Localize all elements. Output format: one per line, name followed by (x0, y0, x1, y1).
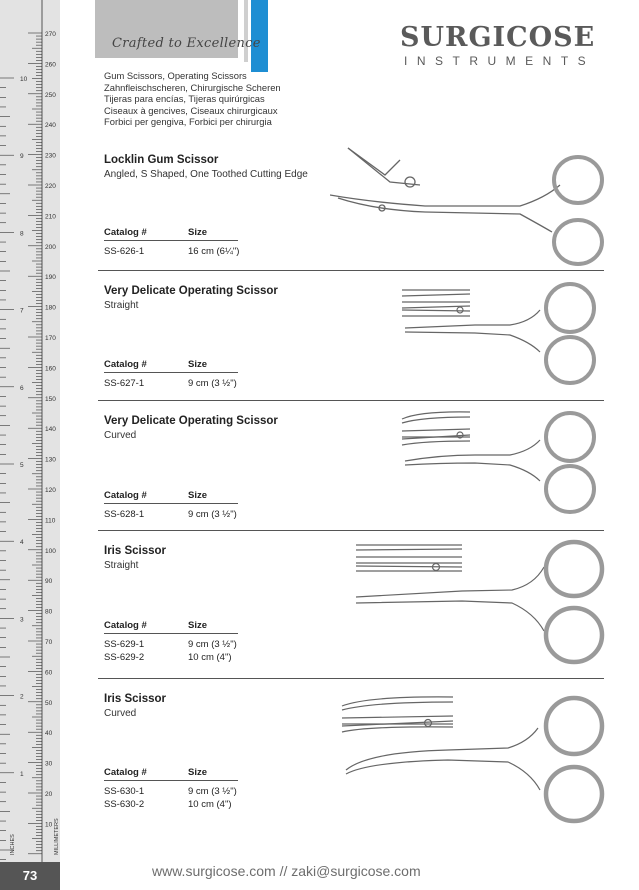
mm-label: 220 (45, 183, 56, 190)
inch-label: 10 (20, 76, 28, 83)
mm-label: 260 (45, 61, 56, 69)
table-row: SS-627-1 9 cm (3 ½") (104, 378, 237, 389)
mm-label: 30 (45, 760, 53, 768)
brand-logo: SURGICOSE (400, 22, 596, 53)
inch-label: 6 (20, 384, 24, 392)
product-title: Very Delicate Operating Scissor (104, 415, 278, 427)
catalog-table: Catalog # Size SS-628-1 9 cm (3 ½") (104, 490, 237, 520)
tagline: Crafted to Excellence (112, 36, 261, 51)
delicate-curved-scissor-image (400, 405, 610, 515)
inch-label: 1 (20, 770, 24, 778)
table-row: SS-626-1 16 cm (6¼") (104, 246, 240, 257)
product-title: Iris Scissor (104, 693, 167, 705)
mm-label: 40 (45, 730, 53, 738)
table-row: SS-628-1 9 cm (3 ½") (104, 509, 237, 520)
mm-label: 180 (45, 304, 56, 312)
locklin-scissor-image (330, 140, 610, 270)
catalog-table: Catalog # Size SS-629-1 9 cm (3 ½") SS-629-2 10 cm (4") (104, 620, 237, 663)
product-subtitle: Curved (104, 708, 137, 719)
category-name-de: Zahnfleischscheren, Chirurgische Scheren (104, 81, 281, 93)
ruler (0, 0, 60, 890)
product-title: Very Delicate Operating Scissor (104, 285, 278, 297)
inch-label: 2 (20, 693, 24, 701)
category-name-en: Gum Scissors, Operating Scissors (104, 70, 247, 81)
mm-label: 270 (45, 31, 56, 38)
section-divider (98, 270, 604, 271)
mm-label: 240 (45, 122, 56, 130)
product-subtitle: Curved (104, 430, 137, 441)
table-row: SS-630-1 9 cm (3 ½") (104, 786, 237, 797)
inch-label: 8 (20, 230, 24, 238)
header-divider (244, 0, 248, 62)
catalog-table: Catalog # Size SS-627-1 9 cm (3 ½") (104, 359, 237, 389)
catalog-table: Catalog # Size SS-630-1 9 cm (3 ½") SS-630-2 10 cm (4") (104, 767, 237, 810)
category-name-es: Tijeras para encías, Tijeras quirúrgicas (104, 93, 265, 105)
mm-label: 130 (45, 456, 56, 464)
delicate-straight-scissor-image (400, 280, 610, 390)
mm-label: 250 (45, 91, 56, 99)
mm-label: 50 (45, 699, 53, 707)
mm-label: 170 (45, 335, 56, 342)
product-title: Iris Scissor (104, 545, 167, 557)
product-subtitle: Straight (104, 300, 139, 311)
ruler-graphic (0, 0, 60, 890)
page-number: 73 (0, 862, 60, 890)
mm-label: 20 (45, 791, 53, 798)
section-divider (98, 400, 604, 401)
inches-label: INCHES (10, 834, 16, 855)
catalog-header: Catalog # (104, 227, 147, 238)
mm-label: 90 (45, 578, 53, 586)
millimeters-label: MILLIMETERS (54, 818, 60, 855)
inch-label: 4 (20, 539, 24, 547)
inch-label: 3 (20, 616, 24, 624)
section-divider (98, 530, 604, 531)
iris-curved-scissor-image (338, 690, 608, 825)
table-row: SS-629-1 9 cm (3 ½") (104, 639, 237, 650)
size-header: Size (188, 227, 208, 238)
product-subtitle: Angled, S Shaped, One Toothed Cutting Edge (104, 169, 308, 180)
mm-label: 210 (45, 213, 56, 221)
section-divider (98, 678, 604, 679)
mm-label: 80 (45, 608, 53, 616)
inch-label: 7 (20, 307, 24, 315)
mm-label: 10 (45, 821, 53, 829)
mm-label: 190 (45, 274, 56, 282)
catalog-table (104, 227, 239, 258)
mm-label: 100 (45, 547, 56, 555)
mm-label: 120 (45, 487, 56, 494)
mm-label: 60 (45, 669, 53, 677)
product-subtitle: Straight (104, 560, 139, 571)
mm-label: 70 (45, 639, 53, 646)
mm-label: 140 (45, 426, 56, 434)
mm-label: 160 (45, 365, 56, 373)
inch-label: 5 (20, 462, 24, 469)
category-names (104, 70, 281, 128)
footer-contact: www.surgicose.com // zaki@surgicose.com (152, 863, 421, 879)
mm-label: 150 (45, 395, 56, 403)
table-row: SS-630-2 10 cm (4") (104, 799, 232, 810)
mm-label: 230 (45, 152, 56, 160)
mm-label: 200 (45, 243, 56, 251)
mm-label: 110 (45, 517, 56, 525)
inch-label: 9 (20, 153, 24, 161)
table-row: SS-629-2 10 cm (4") (104, 652, 232, 663)
brand-subtitle: INSTRUMENTS (404, 54, 596, 68)
category-name-fr: Ciseaux à gencives, Ciseaux chirurgicaux (104, 104, 278, 116)
category-name-it: Forbici per gengiva, Forbici per chirurgia (104, 116, 272, 128)
iris-straight-scissor-image (352, 535, 607, 670)
product-title: Locklin Gum Scissor (104, 154, 219, 166)
